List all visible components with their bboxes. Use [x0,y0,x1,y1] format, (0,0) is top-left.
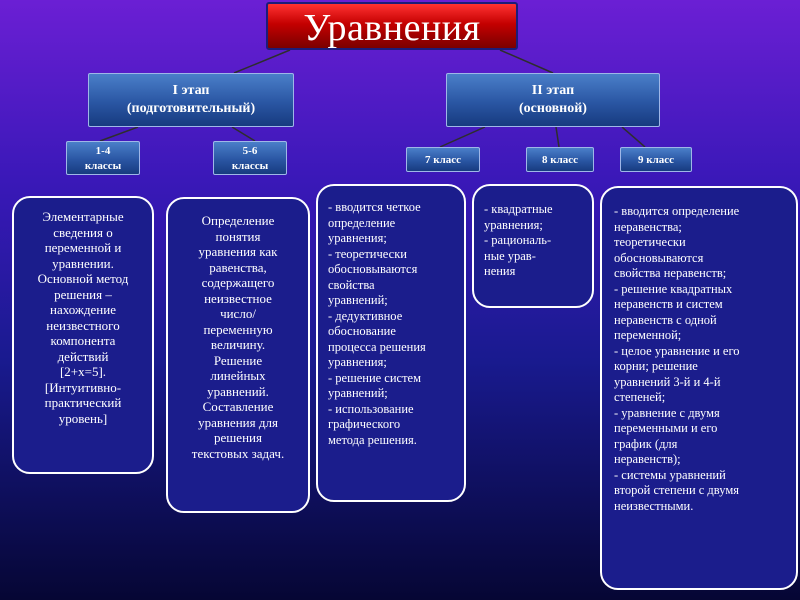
grade-1-4-box [66,141,140,175]
grade-5-6-box [213,141,287,175]
content-box-1-4 [12,196,154,474]
grade-9-box [620,147,692,172]
grade-9-label: 9 класс [637,154,675,166]
content-text-1-4: Элементарные сведения о переменной и уравнении. Основной метод решения – нахождение неизвестного компонента действий [2+x=5]. [Интуитивно- практический уровень] [37,209,129,426]
stage-2-label: II этап [531,83,575,98]
grade-5-6-label: 5-6 [242,145,258,157]
content-text-8: - квадратные уравнения; - рациональ- ные урав- нения [484,202,553,278]
grade-1-4-sublabel: классы [84,160,122,172]
grade-1-4-label: 1-4 [95,145,111,157]
content-box-8 [472,184,594,308]
content-text-9: - вводится определение неравенства; теоретически обосновываются свойства неравенств; - решение квадратных неравенств и систем неравенств с одной переменной; - целое уравнение и его корни; решение уравнений 3-й и 4-й степеней; - уравнение с двумя переменными и его график (для неравенств); - системы уравнений второй степени с двумя неизвестными. [614,204,740,513]
grade-5-6-sublabel: классы [231,160,269,172]
stage-2-sublabel: (основной) [519,101,587,116]
stage-1-sublabel: (подготовительный) [126,101,256,116]
grade-8-label: 8 класс [541,154,579,166]
content-box-5-6 [166,197,310,513]
grade-7-label: 7 класс [424,154,462,166]
content-text-7: - вводится четкое определение уравнения; - теоретически обосновываются свойства уравнений; - дедуктивное обоснование процесса решения уравнения; - решение систем уравнений; - использование графического метода решения. [328,200,426,447]
grade-7-box [406,147,480,172]
content-text-5-6: Определение понятия уравнения как равенства, содержащего неизвестное число/ переменную величину. Решение линейных уравнений. Составление уравнения для решения текстовых задач. [191,213,285,461]
content-box-9 [600,186,798,590]
content-box-7 [316,184,466,502]
stage-1-box [88,73,294,127]
page-title: Уравнения [266,2,518,50]
grade-8-box [526,147,594,172]
stage-1-label: I этап [172,83,210,98]
stage-2-box [446,73,660,127]
